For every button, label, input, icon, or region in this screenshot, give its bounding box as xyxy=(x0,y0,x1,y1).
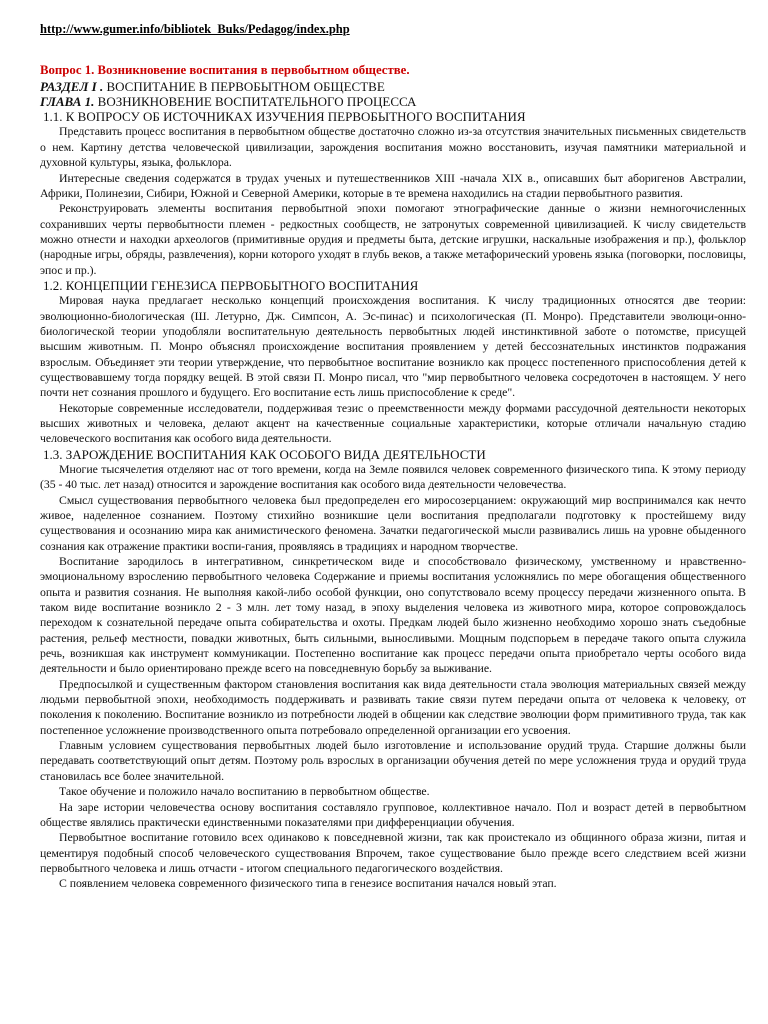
question-heading: Вопрос 1. Возникновение воспитания в первобытном обществе. xyxy=(40,63,410,77)
chapter-label: ГЛАВА 1. xyxy=(40,93,95,109)
paragraph: Смысл существования первобытного человека был предопределен его миросозерцанием: окружающий мир воспринимался как нечто живое, наделенное сознанием. Поэтому стихийно возникшие цели воспитания предполагали подготовку к простейшему виду существования и осознанию мира как анимистического феномена. Зачатки педагогической мысли развивались лишь на уровне обыденного сознания как отражение практики воспи-гания, проявляясь в традициях и народном творчестве. xyxy=(40,492,746,553)
section-heading xyxy=(40,79,746,94)
paragraph: Некоторые современные исследователи, поддерживая тезис о преемственности между формами рассудочной деятельности некоторых высших животных и человека, делают акцент на качественные социальные характеристики, которые отличали начальную стадию человеческого воспитания как особого вида деятельности. xyxy=(40,400,746,446)
paragraph: Первобытное воспитание готовило всех одинаково к повседневной жизни, так как проистекало из общинного образа жизни, питая и цементируя подобный способ человеческого существования Впрочем, такое существование было прежде всего следствием всей жизни первобытного человека и лишь отчасти - итогом специального педагогического воздействия. xyxy=(40,830,746,875)
document-body xyxy=(40,63,746,892)
subsection-heading-1-2: 1.2. КОНЦЕПЦИИ ГЕНЕЗИСА ПЕРВОБЫТНОГО ВОСПИТАНИЯ xyxy=(43,277,419,293)
subsection-heading-1-1: 1.1. К ВОПРОСУ ОБ ИСТОЧНИКАХ ИЗУЧЕНИЯ ПЕРВОБЫТНОГО ВОСПИТАНИЯ xyxy=(43,109,526,125)
paragraph: Представить процесс воспитания в первобытном обществе достаточно сложно из-за отсутствия значительных письменных свидетельств о нем. Картину детства человеческой цивилизации, зарождения воспитания можно восстановить, изучая памятники материальной и духовной культуры, языка, фольклора. xyxy=(40,124,746,170)
paragraph: Главным условием существования первобытных людей было изготовление и использование орудий труда. Старшие должны были передавать соответствующий опыт детям. Поэтому роль взрослых в организации обучения детей по мере усложнения труда и орудий труда становилась все более значительной. xyxy=(40,738,746,783)
subsection-heading-1-3: 1.3. ЗАРОЖДЕНИЕ ВОСПИТАНИЯ КАК ОСОБОГО ВИДА ДЕЯТЕЛЬНОСТИ xyxy=(43,446,486,462)
chapter-title: ВОЗНИКНОВЕНИЕ ВОСПИТАТЕЛЬНОГО ПРОЦЕССА xyxy=(94,93,417,109)
chapter-heading xyxy=(40,94,746,109)
paragraph: Реконструировать элементы воспитания первобытной эпохи помогают этнографические данные о жизни немногочисленных сохранивших черты первобытности племен - редкостных сообществ, не затронутых современной цивилизацией. К числу свидетельств можно отнести и находки археологов (примитивные орудия и предметы быта, детские игрушки, наскальные изображения и пр.), фольклор (народные игры, обряды, развлечения), корни которого уходят в глубь веков, а также метафорический уровень языка (поговорки, пословицы, эпос и пр.). xyxy=(40,201,746,277)
section-label: РАЗДЕЛ I . xyxy=(40,78,104,94)
paragraph: Многие тысячелетия отделяют нас от того времени, когда на Земле появился человек современного физического типа. К этому периоду (35 - 40 тыс. лет назад) относится и зарождение воспитания как особого вида деятельности человечества. xyxy=(40,461,746,492)
paragraph: Интересные сведения содержатся в трудах ученых и путешественников XIII -начала XIX в., описавших быт аборигенов Австралии, Африки, Полинезии, Сибири, Южной и Северной Америки, которые в те времена находились на стадии первобытного развития. xyxy=(40,170,746,200)
section-title: ВОСПИТАНИЕ В ПЕРВОБЫТНОМ ОБЩЕСТВЕ xyxy=(103,78,385,94)
paragraph: С появлением человека современного физического типа в генезисе воспитания начался новый этап. xyxy=(59,876,557,891)
paragraph: На заре истории человечества основу воспитания составляло групповое, коллективное начало. Пол и возраст детей в первобытном обществе являлись практически единственными показателями при дифференциации обучения. xyxy=(40,799,746,829)
paragraph: Мировая наука предлагает несколько концепций происхождения воспитания. К числу традиционных относятся две теории: эволюционно-биологическая (Ш. Летурно, Дж. Симпсон, А. Эс-пинас) и психологическая (П. Монро). Представители эволюци-онно-биологической теории уподобляли воспитательную деятельность первобытных людей инстинктивной заботе о потомстве, присущей высшим животным. П. Монро объяснял происхождение воспитания проявлением у детей бессознательных инстинктов подражания взрослым. Объединяет эти теории утверждение, что первобытное воспитание возникло как процесс постепенного приспособления детей к существовавшему тогда порядку вещей. В этой связи П. Монро писал, что "мир первобытного человека сосредоточен в настоящем. У него почти нет сознания прошлого и будущего. Его воспитание есть лишь приспособление к среде". xyxy=(40,293,746,400)
paragraph: Воспитание зародилось в интегративном, синкретическом виде и способствовало физическому, умственному и нравственно-эмоциональному взрослению первобытного человека Содержание и приемы воспитания усложнялись по мере обогащения общественного опыта и развития сознания. Не выполняя какой-либо особой функции, оно сопутствовало всему процессу передачи жизненного опыта. В таком виде воспитание возникло 2 - 3 млн. лет тому назад, в эпоху выделения человека из животного мира, которое сопровождалось переходом к сознательной передаче опыта собирательства и охоты. Предкам людей было жизненно необходимо хорошо знать съедобные растения, рельеф местности, повадки животных, быть сильными, выносливыми. Мощным подспорьем в передаче такого опыта служила речь, возникшая как инструмент коммуникации. Постепенно воспитание как процесс передачи опыта приобретало черты особого вида деятельности и было ориентировано прежде всего на повседневную борьбу за выживание. xyxy=(40,554,746,676)
paragraph: Такое обучение и положило начало воспитанию в первобытном обществе. xyxy=(59,784,430,799)
paragraph: Предпосылкой и существенным фактором становления воспитания как вида деятельности стала эволюция материальных связей между людьми первобытной эпохи, необходимость поддерживать и развивать такие связи путем передачи опыта от человека к человеку, от поколения к поколению. Воспитание возникло из потребности людей в общении как следствие эволюции форм примитивного труда, так как постепенное усложнение производственного опыта потребовало определенной организации его усвоения. xyxy=(40,676,746,737)
source-url-link[interactable]: http://www.gumer.info/bibliotek_Buks/Pedagog/index.php xyxy=(40,22,350,36)
